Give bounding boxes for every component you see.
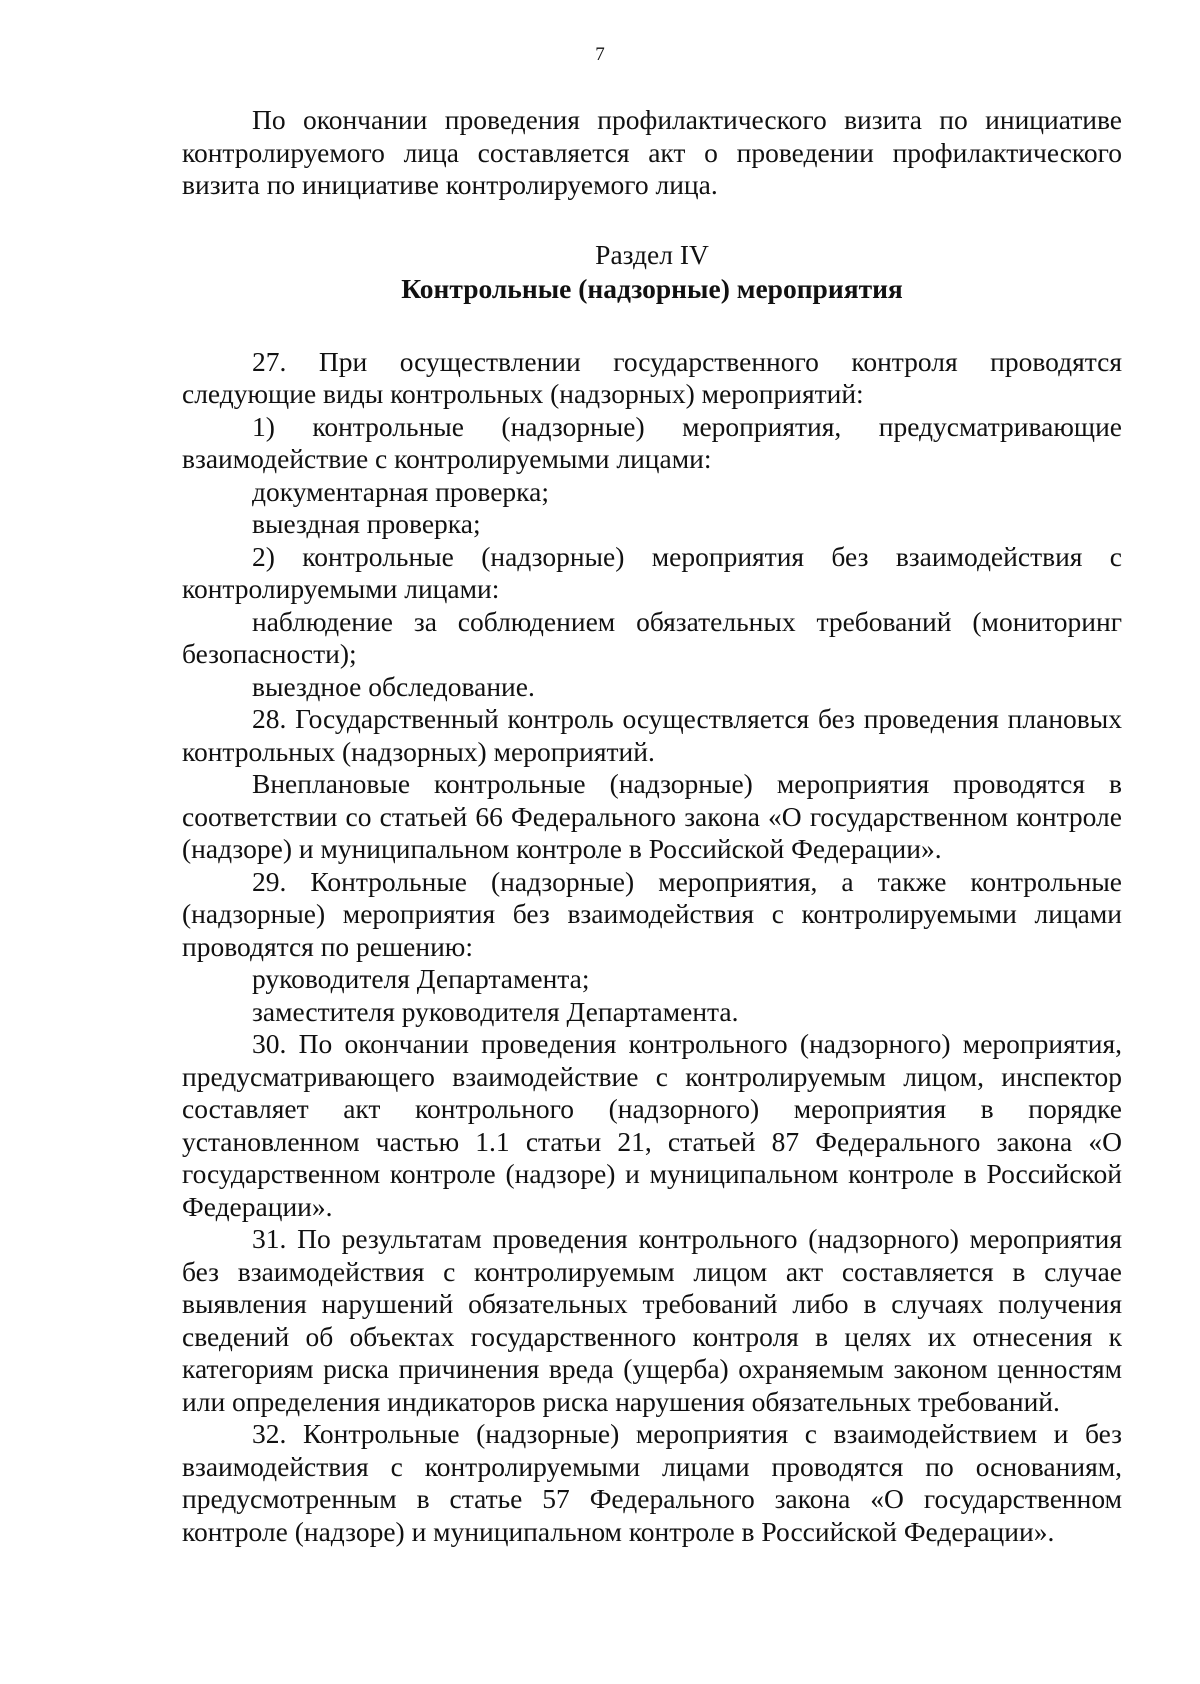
page-number: 7 <box>595 44 605 65</box>
paragraph-27: 27. При осуществлении государственного контроля проводятся следующие виды контрольных (надзорных) мероприятий: <box>182 345 1122 409</box>
intro-paragraph: По окончании проведения профилактического визита по инициативе контролируемого лица составляется акт о проведении профилактического визита по инициативе контролируемого лица. <box>182 104 1122 200</box>
list-item-department-head: руководителя Департамента; <box>252 963 590 994</box>
list-item-documentary-check: документарная проверка; <box>252 475 549 507</box>
paragraph-31: 31. По результатам проведения контрольного (надзорного) мероприятия без взаимодействия с контролируемым лицом акт составляется в случае выявления нарушений обязательных требований либо в случаях получения сведений об объектах государственного контроля в целях их отнесения к категориям риска причинения вреда (ущерба) охраняемым законом ценностям или определения индикаторов риска нарушения обязательных требований. <box>182 1223 1122 1417</box>
list-item-deputy-head: заместителя руководителя Департамента. <box>252 995 739 1027</box>
list-item-1: 1) контрольные (надзорные) мероприятия, предусматривающие взаимодействие с контролируемыми лицами: <box>182 410 1122 474</box>
paragraph-28: 28. Государственный контроль осуществляется без проведения плановых контрольных (надзорных) мероприятий. <box>182 703 1122 767</box>
document-body <box>182 104 1122 1548</box>
section-number: Раздел IV <box>595 238 709 270</box>
paragraph-30: 30. По окончании проведения контрольного (надзорного) мероприятия, предусматривающего взаимодействие с контролируемым лицом, инспектор составляет акт контрольного (надзорного) мероприятия в порядке установленном частью 1.1 статьи 21, статьей 87 Федерального закона «О государственном контроле (надзоре) и муниципальном контроле в Российской Федерации». <box>182 1028 1122 1222</box>
list-item-onsite-check: выездная проверка; <box>252 508 481 539</box>
section-heading <box>182 238 1122 306</box>
paragraph-29: 29. Контрольные (надзорные) мероприятия, а также контрольные (надзорные) мероприятия без взаимодействия с контролируемыми лицами проводятся по решению: <box>182 865 1122 962</box>
paragraph-unscheduled: Внеплановые контрольные (надзорные) мероприятия проводятся в соответствии со статьей 66 Федерального закона «О государственном контроле (надзоре) и муниципальном контроле в Российской Федерации». <box>182 768 1122 864</box>
list-item-monitoring: наблюдение за соблюдением обязательных требований (мониторинг безопасности); <box>182 605 1122 669</box>
section-title: Контрольные (надзорные) мероприятия <box>401 272 903 304</box>
list-item-onsite-survey: выездное обследование. <box>252 670 535 702</box>
list-item-2: 2) контрольные (надзорные) мероприятия без взаимодействия с контролируемыми лицами: <box>182 540 1122 604</box>
paragraph-32: 32. Контрольные (надзорные) мероприятия с взаимодействием и без взаимодействия с контролируемыми лицами проводятся по основаниям, предусмотренным в статье 57 Федерального закона «О государственном контроле (надзоре) и муниципальном контроле в Российской Федерации». <box>182 1418 1122 1547</box>
